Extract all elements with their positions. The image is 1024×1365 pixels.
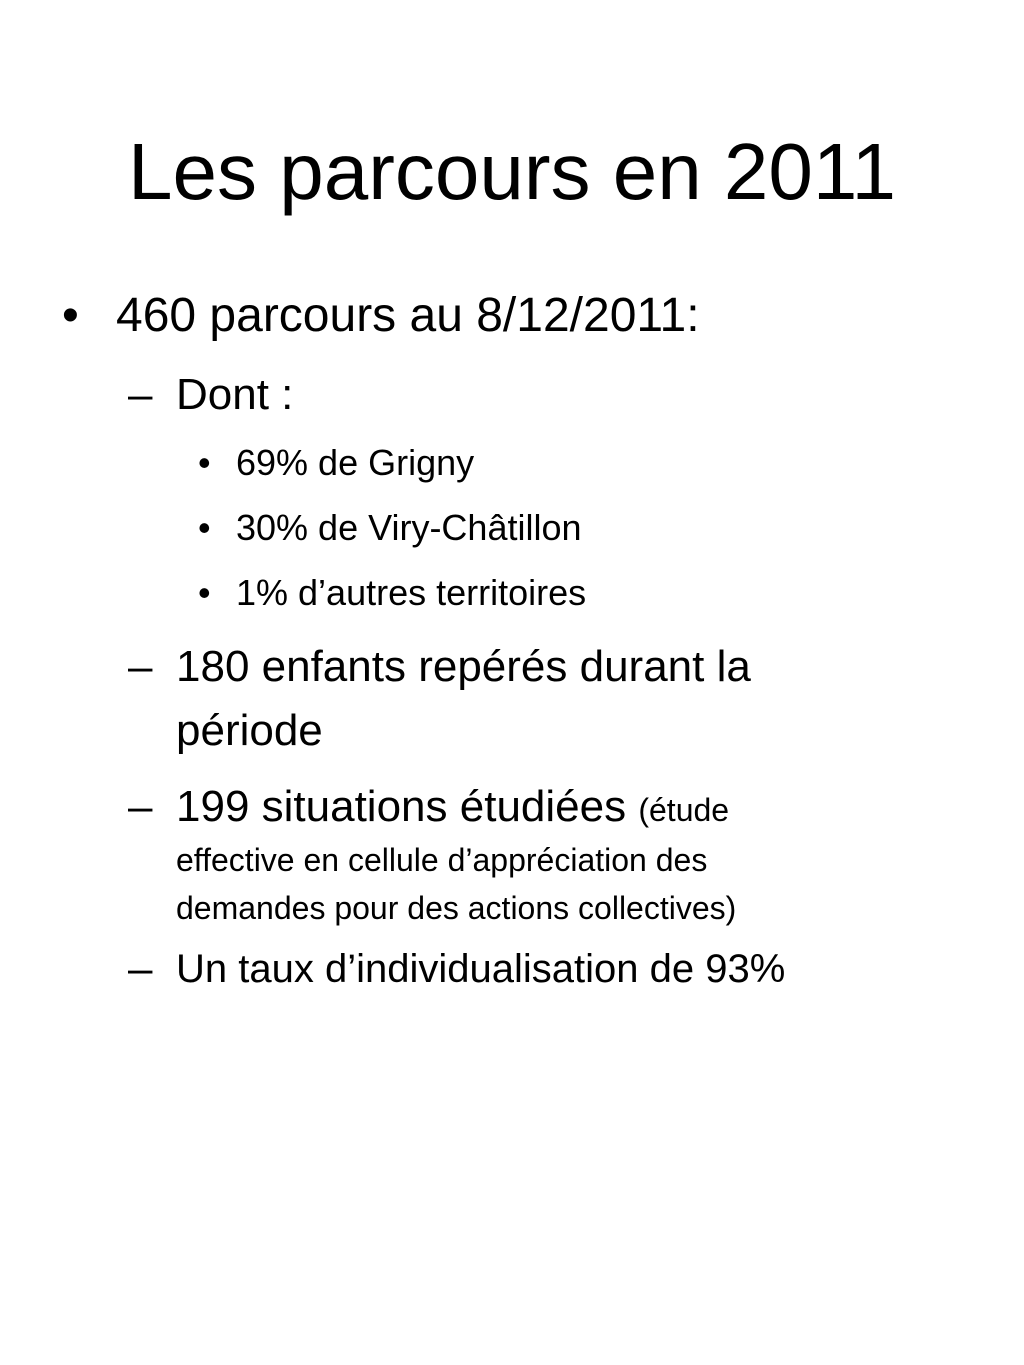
dash-marker: – xyxy=(128,782,153,831)
bullet-marker: • xyxy=(198,507,211,548)
sub-sub-item-text: 1% d’autres territoires xyxy=(236,572,587,613)
sub-item-situations-note-start: (étude xyxy=(638,792,730,828)
sub-item-dont-text: Dont : xyxy=(176,370,294,419)
bullet-marker: • xyxy=(62,289,79,342)
bullet-marker: • xyxy=(198,572,211,613)
sub-sub-item-text: 30% de Viry-Châtillon xyxy=(236,507,582,548)
sub-item-situations-note-line2: effective en cellule d’appréciation des xyxy=(176,842,708,878)
dash-marker: – xyxy=(128,370,153,419)
sub-item-situations-note-line3: demandes pour des actions collectives) xyxy=(176,890,737,926)
sub-item-situations-line1 xyxy=(176,780,729,837)
sub-item-enfants-line1: 180 enfants repérés durant la xyxy=(176,642,751,691)
bullet-parcours-text: 460 parcours au 8/12/2011: xyxy=(116,289,700,342)
dash-marker: – xyxy=(128,944,153,993)
sub-item-enfants-line2: période xyxy=(176,706,323,755)
sub-item-situations-main: 199 situations étudiées xyxy=(176,782,627,831)
sub-item-taux-text: Un taux d’individualisation de 93% xyxy=(176,947,786,991)
sub-sub-item-text: 69% de Grigny xyxy=(236,442,475,483)
slide-title: Les parcours en 2011 xyxy=(128,127,896,216)
dash-marker: – xyxy=(128,642,153,691)
bullet-marker: • xyxy=(198,442,211,483)
